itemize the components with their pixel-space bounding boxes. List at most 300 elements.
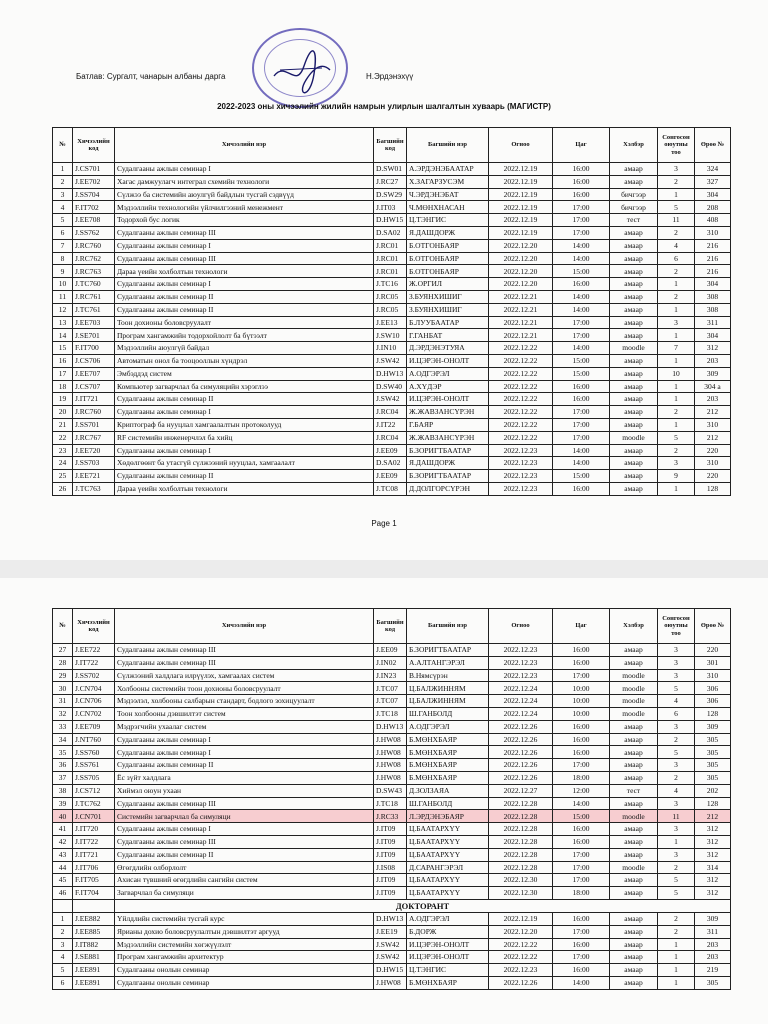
table-cell: J.TC16 xyxy=(374,278,407,291)
page-separator xyxy=(0,560,768,578)
table-cell: 10:00 xyxy=(553,682,610,695)
table-cell: амаар xyxy=(610,644,658,657)
table-cell: Д.ДОЛГОРСҮРЭН xyxy=(407,482,489,495)
table-cell: 301 xyxy=(695,656,731,669)
table-row xyxy=(53,797,731,810)
table-cell: А.ХҮДЭР xyxy=(407,380,489,393)
table-cell: Б.ОТГОНБАЯР xyxy=(407,239,489,252)
table-cell: 310 xyxy=(695,418,731,431)
table-cell: амаар xyxy=(610,354,658,367)
table-cell: 38 xyxy=(53,784,73,797)
table-cell: 16:00 xyxy=(553,964,610,977)
table-cell: J.SS760 xyxy=(73,746,115,759)
table-cell: Д.ЭРДЭНЭТУЯА xyxy=(407,342,489,355)
table-row xyxy=(53,938,731,951)
table-cell: J.NT760 xyxy=(73,733,115,746)
table-cell: 16:00 xyxy=(553,746,610,759)
table-cell: J.TC08 xyxy=(374,482,407,495)
table-cell: J.RC01 xyxy=(374,265,407,278)
document-title: 2022-2023 оны хичээлийн жилийн намрын улирлын шалгалтын хуваарь (МАГИСТР) xyxy=(217,102,551,111)
col-form: Хэлбэр xyxy=(610,128,658,163)
table-cell: 2022.12.23 xyxy=(489,964,553,977)
table-cell: 2022.12.27 xyxy=(489,784,553,797)
table-cell: J.IT722 xyxy=(73,656,115,669)
table-cell: J.EE707 xyxy=(73,367,115,380)
col-code: Хичээлийн код xyxy=(73,128,115,163)
table-cell: 2022.12.26 xyxy=(489,759,553,772)
table-cell: 2022.12.28 xyxy=(489,797,553,810)
table-cell: Ц.БААТАРХҮҮ xyxy=(407,823,489,836)
table-cell: Тодорхой бус логик xyxy=(115,214,374,227)
table-cell: 17:00 xyxy=(553,329,610,342)
table-cell: Судалгааны ажлын семинар I xyxy=(115,278,374,291)
table-cell: Ёс зүйт халдлага xyxy=(115,771,374,784)
table-cell: 36 xyxy=(53,759,73,772)
table-cell: И.ЦЭРЭН-ОНОЛТ xyxy=(407,938,489,951)
table-cell: 3 xyxy=(658,457,695,470)
table-cell: D.HW15 xyxy=(374,214,407,227)
table-cell: 2022.12.26 xyxy=(489,771,553,784)
table-cell: J.SS703 xyxy=(73,457,115,470)
table-cell: Ж.ЖАВЗАНСҮРЭН xyxy=(407,406,489,419)
table-cell: Судалгааны ажлын семинар III xyxy=(115,226,374,239)
table-cell: 16:00 xyxy=(553,720,610,733)
table-row xyxy=(53,861,731,874)
table-cell: 304 а xyxy=(695,380,731,393)
table-row xyxy=(53,342,731,355)
table-cell: 2022.12.23 xyxy=(489,470,553,483)
table-cell: 2022.12.21 xyxy=(489,329,553,342)
table-cell: амаар xyxy=(610,848,658,861)
table-header xyxy=(53,609,731,644)
table-cell: Хиймэл оюун ухаан xyxy=(115,784,374,797)
table-cell: J.TC763 xyxy=(73,482,115,495)
table-cell: 27 xyxy=(53,644,73,657)
table-cell: J.CN706 xyxy=(73,695,115,708)
section-title: ДОКТОРАНТ xyxy=(115,899,731,912)
col-name: Хичээлийн нэр xyxy=(115,128,374,163)
table-row xyxy=(53,656,731,669)
table-cell: 5 xyxy=(658,887,695,900)
table-cell: J.TC07 xyxy=(374,695,407,708)
table-cell: J.EE09 xyxy=(374,644,407,657)
table-cell: 1 xyxy=(658,964,695,977)
table-row xyxy=(53,887,731,900)
table-cell: 17:00 xyxy=(553,418,610,431)
table-row xyxy=(53,175,731,188)
col-room: Өрөө № xyxy=(695,609,731,644)
table-cell: 1 xyxy=(658,835,695,848)
table-cell: 10:00 xyxy=(553,707,610,720)
table-cell: J.SE881 xyxy=(73,951,115,964)
table-cell: J.RC767 xyxy=(73,431,115,444)
table-cell: Судалгааны ажлын семинар I xyxy=(115,239,374,252)
table-cell: 2022.12.22 xyxy=(489,367,553,380)
table-cell: 2022.12.23 xyxy=(489,669,553,682)
table-cell: 40 xyxy=(53,810,73,823)
table-row xyxy=(53,278,731,291)
table-cell: 17:00 xyxy=(553,226,610,239)
table-cell: 20 xyxy=(53,406,73,419)
table-cell: Судалгааны ажлын семинар I xyxy=(115,444,374,457)
table-cell: тест xyxy=(610,214,658,227)
table-cell: Ш.ГАНБОЛД xyxy=(407,707,489,720)
table-cell: J.IT720 xyxy=(73,823,115,836)
table-cell: амаар xyxy=(610,759,658,772)
table-cell: Дараа үеийн холболтын технологи xyxy=(115,482,374,495)
table-cell: 14:00 xyxy=(553,303,610,316)
table-cell: 2022.12.20 xyxy=(489,265,553,278)
table-cell: 16:00 xyxy=(553,938,610,951)
table-cell: 2022.12.22 xyxy=(489,393,553,406)
table-cell: 2 xyxy=(658,925,695,938)
table-cell: амаар xyxy=(610,367,658,380)
table-cell: Судалгааны ажлын семинар III xyxy=(115,797,374,810)
table-cell: 16:00 xyxy=(553,733,610,746)
table-row xyxy=(53,303,731,316)
table-cell: 2022.12.22 xyxy=(489,380,553,393)
table-cell: J.EE09 xyxy=(374,470,407,483)
table-cell: 2 xyxy=(658,406,695,419)
table-cell: 2022.12.28 xyxy=(489,848,553,861)
table-cell: 2022.12.22 xyxy=(489,431,553,444)
table-cell: 309 xyxy=(695,367,731,380)
table-cell: Б.МӨНХБАЯР xyxy=(407,976,489,989)
table-cell: 208 xyxy=(695,201,731,214)
table-cell: 15 xyxy=(53,342,73,355)
page-2 xyxy=(0,578,768,1024)
col-form: Хэлбэр xyxy=(610,609,658,644)
table-cell: Судалгааны ажлын семинар III xyxy=(115,252,374,265)
table-cell: амаар xyxy=(610,733,658,746)
table-cell: Судалгааны ажлын семинар II xyxy=(115,303,374,316)
table-cell: Б.ЛУУБААТАР xyxy=(407,316,489,329)
table-cell: амаар xyxy=(610,418,658,431)
table-cell: Б.ДОРЖ xyxy=(407,925,489,938)
table-cell: moodle xyxy=(610,342,658,355)
table-cell: 5 xyxy=(658,201,695,214)
table-cell: 14 xyxy=(53,329,73,342)
table-cell: Б.МӨНХБАЯР xyxy=(407,759,489,772)
table-cell: D.HW13 xyxy=(374,367,407,380)
table-cell: F.IT704 xyxy=(73,887,115,900)
table-cell: 11 xyxy=(658,810,695,823)
table-cell: Ж.ЖАВЗАНСҮРЭН xyxy=(407,431,489,444)
table-cell: амаар xyxy=(610,874,658,887)
col-time: Цаг xyxy=(553,609,610,644)
table-row xyxy=(53,669,731,682)
table-cell: 41 xyxy=(53,823,73,836)
table-cell: 28 xyxy=(53,656,73,669)
table-cell: 2022.12.22 xyxy=(489,342,553,355)
table-row xyxy=(53,406,731,419)
table-cell: J.EE19 xyxy=(374,925,407,938)
table-cell: 12 xyxy=(53,303,73,316)
table-cell: J.EE13 xyxy=(374,316,407,329)
table-row xyxy=(53,707,731,720)
table-cell: 203 xyxy=(695,951,731,964)
table-cell: 46 xyxy=(53,887,73,900)
table-cell: J.EE721 xyxy=(73,470,115,483)
table-cell: 6 xyxy=(53,226,73,239)
table-cell: 17:00 xyxy=(553,874,610,887)
table-cell: Б.ЗОРИГТБААТАР xyxy=(407,444,489,457)
table-cell: J.CS701 xyxy=(73,163,115,176)
table-cell: Эмбэддэд систем xyxy=(115,367,374,380)
table-cell: В.Нямсүрэн xyxy=(407,669,489,682)
table-cell: 2022.12.22 xyxy=(489,951,553,964)
table-cell: амаар xyxy=(610,316,658,329)
table-cell: 14:00 xyxy=(553,976,610,989)
table-cell: 1 xyxy=(658,418,695,431)
table-cell: Г.ГАНБАТ xyxy=(407,329,489,342)
table-row xyxy=(53,380,731,393)
table-cell: 128 xyxy=(695,797,731,810)
table-cell: 26 xyxy=(53,482,73,495)
table-cell: Хөдөлгөөнт ба утасгүй сүлжээний нууцлал, хамгаалалт xyxy=(115,457,374,470)
table-cell: Б.ОТГОНБАЯР xyxy=(407,252,489,265)
schedule-table-page-2 xyxy=(52,608,731,990)
table-cell: Судалгааны ажлын семинар II xyxy=(115,290,374,303)
table-cell: Судалгааны ажлын семинар II xyxy=(115,393,374,406)
table-cell: амаар xyxy=(610,951,658,964)
table-cell: J.TC07 xyxy=(374,682,407,695)
table-cell: 304 xyxy=(695,329,731,342)
table-cell: Холбооны системийн тоон дохионы боловсруулалт xyxy=(115,682,374,695)
table-cell: 2022.12.23 xyxy=(489,457,553,470)
table-cell: J.HW08 xyxy=(374,771,407,784)
table-cell: moodle xyxy=(610,669,658,682)
table-cell: J.SS705 xyxy=(73,771,115,784)
table-row xyxy=(53,470,731,483)
page-footer: Page 1 xyxy=(371,519,397,528)
table-cell: 34 xyxy=(53,733,73,746)
table-cell: J.SW42 xyxy=(374,951,407,964)
table-cell: J.SE701 xyxy=(73,329,115,342)
table-cell: 45 xyxy=(53,874,73,887)
table-cell: 15:00 xyxy=(553,265,610,278)
table-cell: Судалгааны ажлын семинар II xyxy=(115,759,374,772)
table-cell: Ц.БААТАРХҮҮ xyxy=(407,887,489,900)
table-cell: J.EE885 xyxy=(73,925,115,938)
table-cell: 4 xyxy=(53,201,73,214)
table-cell: амаар xyxy=(610,226,658,239)
table-cell: 203 xyxy=(695,393,731,406)
table-cell: Б.МӨНХБАЯР xyxy=(407,746,489,759)
table-cell: RF системийн инженерчлэл ба хийц xyxy=(115,431,374,444)
table-cell: moodle xyxy=(610,431,658,444)
table-cell: 2022.12.28 xyxy=(489,810,553,823)
table-cell: J.EE891 xyxy=(73,976,115,989)
table-cell: 2022.12.20 xyxy=(489,278,553,291)
table-cell: 7 xyxy=(53,239,73,252)
table-cell: J.IT09 xyxy=(374,835,407,848)
table-cell: 2022.12.22 xyxy=(489,354,553,367)
table-row xyxy=(53,163,731,176)
table-cell: Б.МӨНХБАЯР xyxy=(407,733,489,746)
table-cell: 37 xyxy=(53,771,73,784)
table-row xyxy=(53,682,731,695)
table-cell: 220 xyxy=(695,470,731,483)
table-cell: 2022.12.22 xyxy=(489,938,553,951)
table-cell: Судалгааны ажлын семинар III xyxy=(115,656,374,669)
table-cell: 2022.12.19 xyxy=(489,226,553,239)
table-cell: 220 xyxy=(695,644,731,657)
table-cell: 14:00 xyxy=(553,290,610,303)
table-cell: J.CS712 xyxy=(73,784,115,797)
table-cell: J.SS761 xyxy=(73,759,115,772)
table-cell: J.IT22 xyxy=(374,418,407,431)
table-cell: Мэдээллийн технологийн үйлчилгээний менежмент xyxy=(115,201,374,214)
table-cell: J.TC760 xyxy=(73,278,115,291)
table-cell: 17:00 xyxy=(553,669,610,682)
table-cell: 310 xyxy=(695,457,731,470)
table-cell: А.ЭРДЭНЭБААТАР xyxy=(407,163,489,176)
table-cell: Судалгааны онолын семинар xyxy=(115,976,374,989)
table-cell: 3 xyxy=(658,644,695,657)
table-cell: 312 xyxy=(695,887,731,900)
table-cell: И.ЦЭРЭН-ОНОЛТ xyxy=(407,951,489,964)
table-row xyxy=(53,393,731,406)
table-cell: 128 xyxy=(695,482,731,495)
table-row xyxy=(53,644,731,657)
table-cell: 16:00 xyxy=(553,823,610,836)
table-cell: 9 xyxy=(53,265,73,278)
table-cell: 1 xyxy=(658,329,695,342)
table-cell: 304 xyxy=(695,278,731,291)
table-cell: D.SW40 xyxy=(374,380,407,393)
table-cell: 3 xyxy=(658,656,695,669)
table-cell: Я.ДАШДОРЖ xyxy=(407,226,489,239)
table-cell: J.CN702 xyxy=(73,707,115,720)
table-row xyxy=(53,746,731,759)
table-cell: Мэдээллийн аюулгүй байдал xyxy=(115,342,374,355)
table-cell: амаар xyxy=(610,265,658,278)
table-cell: 212 xyxy=(695,810,731,823)
table-cell: амаар xyxy=(610,290,658,303)
table-cell: 305 xyxy=(695,759,731,772)
table-cell: 15:00 xyxy=(553,367,610,380)
table-cell: амаар xyxy=(610,239,658,252)
table-row xyxy=(53,457,731,470)
table-cell: 16:00 xyxy=(553,835,610,848)
table-cell: J.IT09 xyxy=(374,874,407,887)
table-cell: J.RC760 xyxy=(73,406,115,419)
table-cell: амаар xyxy=(610,976,658,989)
table-cell: 16 xyxy=(53,354,73,367)
table-cell: 311 xyxy=(695,925,731,938)
table-cell: J.EE09 xyxy=(374,444,407,457)
table-cell: 2022.12.21 xyxy=(489,290,553,303)
table-cell: амаар xyxy=(610,470,658,483)
table-cell: Тоон холбооны дэвшилтэт систем xyxy=(115,707,374,720)
table-cell: F.IT700 xyxy=(73,342,115,355)
table-cell: 203 xyxy=(695,354,731,367)
table-cell: D.HW13 xyxy=(374,912,407,925)
table-cell: 2022.12.26 xyxy=(489,733,553,746)
table-cell: J.SS704 xyxy=(73,188,115,201)
table-cell: 5 xyxy=(53,964,73,977)
table-cell: 17:00 xyxy=(553,201,610,214)
table-cell: 3 xyxy=(658,797,695,810)
table-row xyxy=(53,964,731,977)
table-cell: амаар xyxy=(610,444,658,457)
table-cell: амаар xyxy=(610,457,658,470)
table-cell: 2022.12.22 xyxy=(489,418,553,431)
table-cell: Ахисан түвшний өгөгдлийн сангийн систем xyxy=(115,874,374,887)
table-cell: 1 xyxy=(658,380,695,393)
table-cell: амаар xyxy=(610,406,658,419)
table-cell: З.БУЯНХИШИГ xyxy=(407,303,489,316)
table-cell: 309 xyxy=(695,720,731,733)
table-cell: 308 xyxy=(695,290,731,303)
table-cell: J.RC01 xyxy=(374,252,407,265)
table-cell: 216 xyxy=(695,239,731,252)
table-cell: 311 xyxy=(695,316,731,329)
col-teacher-name: Багшийн нэр xyxy=(407,609,489,644)
table-cell: Ц.БАЛЖИННЯМ xyxy=(407,695,489,708)
table-cell: J.RC01 xyxy=(374,239,407,252)
table-cell: 17:00 xyxy=(553,861,610,874)
table-cell: 39 xyxy=(53,797,73,810)
table-cell: 8 xyxy=(53,252,73,265)
table-cell: Судалгааны ажлын семинар I xyxy=(115,406,374,419)
table-cell: moodle xyxy=(610,682,658,695)
table-cell: J.SS762 xyxy=(73,226,115,239)
table-cell: 44 xyxy=(53,861,73,874)
table-cell: амаар xyxy=(610,720,658,733)
table-cell: J.SW42 xyxy=(374,354,407,367)
table-cell: J.RC05 xyxy=(374,303,407,316)
table-cell: 7 xyxy=(658,342,695,355)
table-cell: 1 xyxy=(658,393,695,406)
table-cell: 18 xyxy=(53,380,73,393)
table-cell: Ц.БААТАРХҮҮ xyxy=(407,874,489,887)
table-cell: F.IT702 xyxy=(73,201,115,214)
table-cell: 2022.12.26 xyxy=(489,720,553,733)
col-teacher-code: Багшийн код xyxy=(374,128,407,163)
table-cell: 2022.12.19 xyxy=(489,201,553,214)
table-cell: 2022.12.23 xyxy=(489,444,553,457)
table-row xyxy=(53,874,731,887)
table-cell: 1 xyxy=(658,303,695,316)
table-cell: D.HW13 xyxy=(374,720,407,733)
table-cell: 29 xyxy=(53,669,73,682)
table-cell: З.БУЯНХИШИГ xyxy=(407,290,489,303)
table-cell: J.HW08 xyxy=(374,976,407,989)
table-cell: J.IT09 xyxy=(374,823,407,836)
table-cell: J.TC18 xyxy=(374,707,407,720)
table-cell: 17:00 xyxy=(553,925,610,938)
table-cell: J.CN704 xyxy=(73,682,115,695)
table-row xyxy=(53,720,731,733)
table-cell: амаар xyxy=(610,252,658,265)
table-cell: амаар xyxy=(610,912,658,925)
table-cell: Дараа үеийн холболтын технологи xyxy=(115,265,374,278)
table-cell: 2022.12.23 xyxy=(489,656,553,669)
table-cell: 4 xyxy=(53,951,73,964)
table-cell: 2 xyxy=(658,290,695,303)
table-cell: 2 xyxy=(658,444,695,457)
table-cell: 2022.12.19 xyxy=(489,175,553,188)
table-cell: амаар xyxy=(610,303,658,316)
table-cell: 2022.12.21 xyxy=(489,316,553,329)
table-cell: 312 xyxy=(695,848,731,861)
table-cell: J.CS707 xyxy=(73,380,115,393)
table-cell: А.ОДГЭРЭЛ xyxy=(407,367,489,380)
table-cell: 1 xyxy=(658,354,695,367)
table-cell: 3 xyxy=(658,720,695,733)
